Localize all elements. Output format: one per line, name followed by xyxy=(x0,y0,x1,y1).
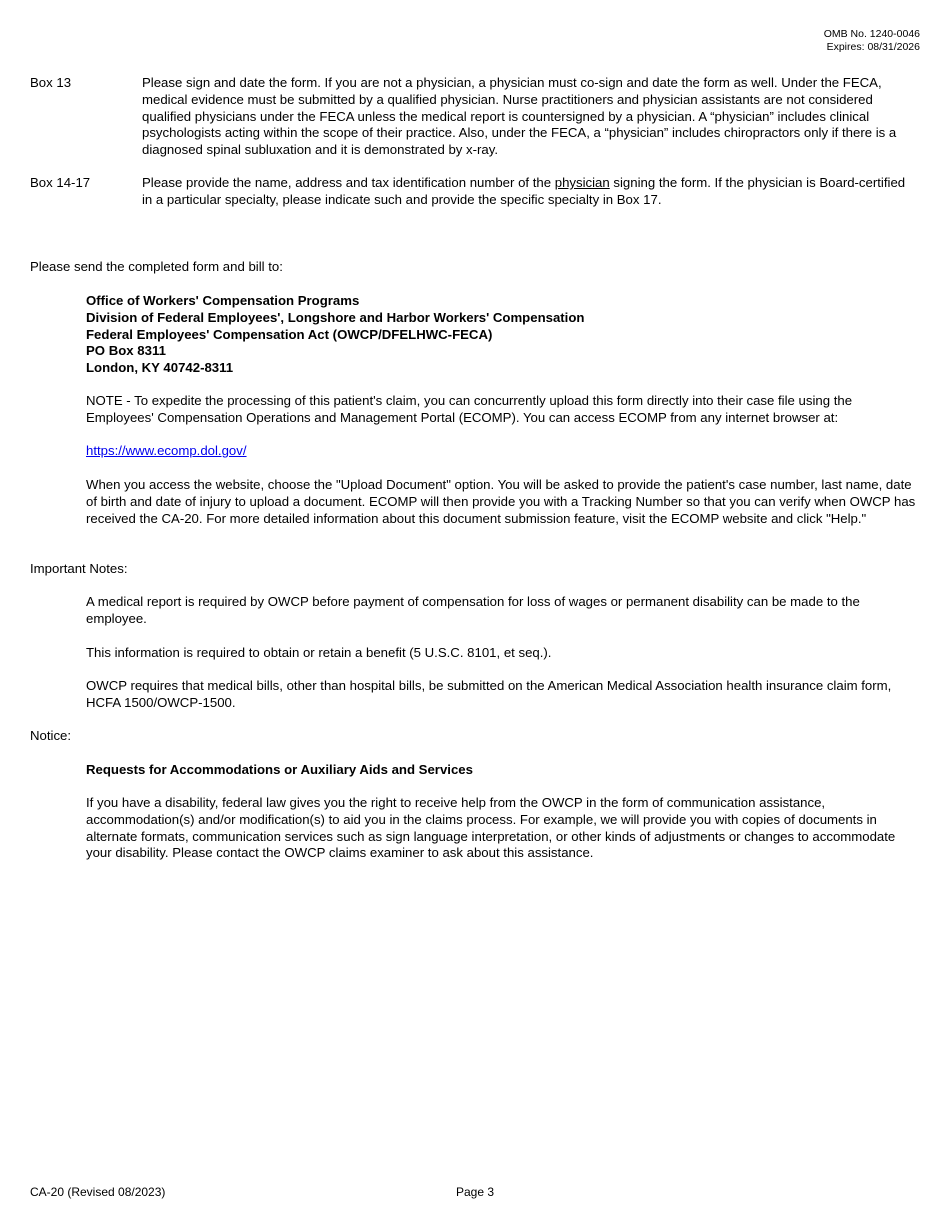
omb-info xyxy=(824,28,920,54)
expiration-date: Expires: 08/31/2026 xyxy=(826,41,920,53)
mailing-address xyxy=(86,293,916,377)
physician-underlined: physician xyxy=(554,175,610,190)
ecomp-link[interactable]: https://www.ecomp.dol.gov/ xyxy=(86,443,247,458)
omb-number: OMB No. 1240-0046 xyxy=(823,28,920,40)
ecomp-note: NOTE - To expedite the processing of this patient's claim, you can concurrently upload this form directly into their case file using the Employees' Compensation Operations and Management Portal (ECOMP). You can access ECOMP from any internet browser at: xyxy=(86,393,853,425)
address-line: London, KY 40742-8311 xyxy=(86,360,234,376)
box-14-17-text-before: Please provide the name, address and tax identification number of the xyxy=(142,175,555,190)
box-13-instructions xyxy=(30,75,910,159)
box-14-17-text xyxy=(142,175,910,209)
important-note-item: OWCP requires that medical bills, other than hospital bills, be submitted on the American Medical Association health insurance claim form, HCFA 1500/OWCP-1500. xyxy=(86,678,892,710)
address-line: Division of Federal Employees', Longshore and Harbor Workers' Compensation xyxy=(86,309,585,325)
notice-subheading: Requests for Accommodations or Auxiliary Aids and Services xyxy=(86,762,473,777)
box-13-text: Please sign and date the form. If you are not a physician, a physician must co-sign and date the form as well. Under the FECA, medical evidence must be submitted by a qualified physician. Nurse practitioners and physician assistants are not considered qualified physicians under the FECA unless the medical report is countersigned by a physician. A “physician” includes clinical psychologists acting within the scope of their practice. Also, under the FECA, a “physician” includes chiropractors only if there is a diagnosed spinal subluxation and it is demonstrated by x-ray. xyxy=(142,75,897,158)
important-notes-heading: Important Notes: xyxy=(30,561,128,576)
page-number: Page 3 xyxy=(456,1185,495,1199)
important-note-item: This information is required to obtain or retain a benefit (5 U.S.C. 8101, et seq.). xyxy=(86,645,552,660)
address-line: Office of Workers' Compensation Programs xyxy=(86,293,360,308)
notice-text: If you have a disability, federal law gives you the right to receive help from the OWCP in the form of communication assistance, accommodation(s) and/or modification(s) to aid you in the claims process. For example, we will provide you with copies of documents in alternate formats, communication services such as sign language interpretation, or other kinds of adjustments or changes to accommodate your disability. Please contact the OWCP claims examiner to ask about this assistance. xyxy=(86,795,896,861)
send-to-intro: Please send the completed form and bill to: xyxy=(30,259,283,274)
ecomp-instructions: When you access the website, choose the "Upload Document" option. You will be asked to provide the patient's case number, last name, date of birth and date of injury to upload a document. ECOMP will then provide you with a Tracking Number so that you can verify when OWCP has received the CA-20. For more detailed information about this document submission feature, visit the ECOMP website and click "Help." xyxy=(86,477,916,526)
address-line: PO Box 8311 xyxy=(86,343,166,359)
address-line: Federal Employees' Compensation Act (OWCP/DFELHWC-FECA) xyxy=(86,326,493,342)
form-revision: CA-20 (Revised 08/2023) xyxy=(30,1185,166,1199)
box-14-17-label: Box 14-17 xyxy=(30,175,91,190)
box-14-17-text-after: signing the form. If the physician is Board-certified in a particular specialty, please indicate such and provide the specific specialty in Box 17. xyxy=(142,175,906,207)
box-13-label: Box 13 xyxy=(30,75,72,90)
ecomp-link-row xyxy=(86,443,916,460)
box-14-17-instructions xyxy=(30,175,910,209)
important-note-item: A medical report is required by OWCP before payment of compensation for loss of wages or permanent disability can be made to the employee. xyxy=(86,594,860,626)
notice-heading: Notice: xyxy=(30,728,72,743)
